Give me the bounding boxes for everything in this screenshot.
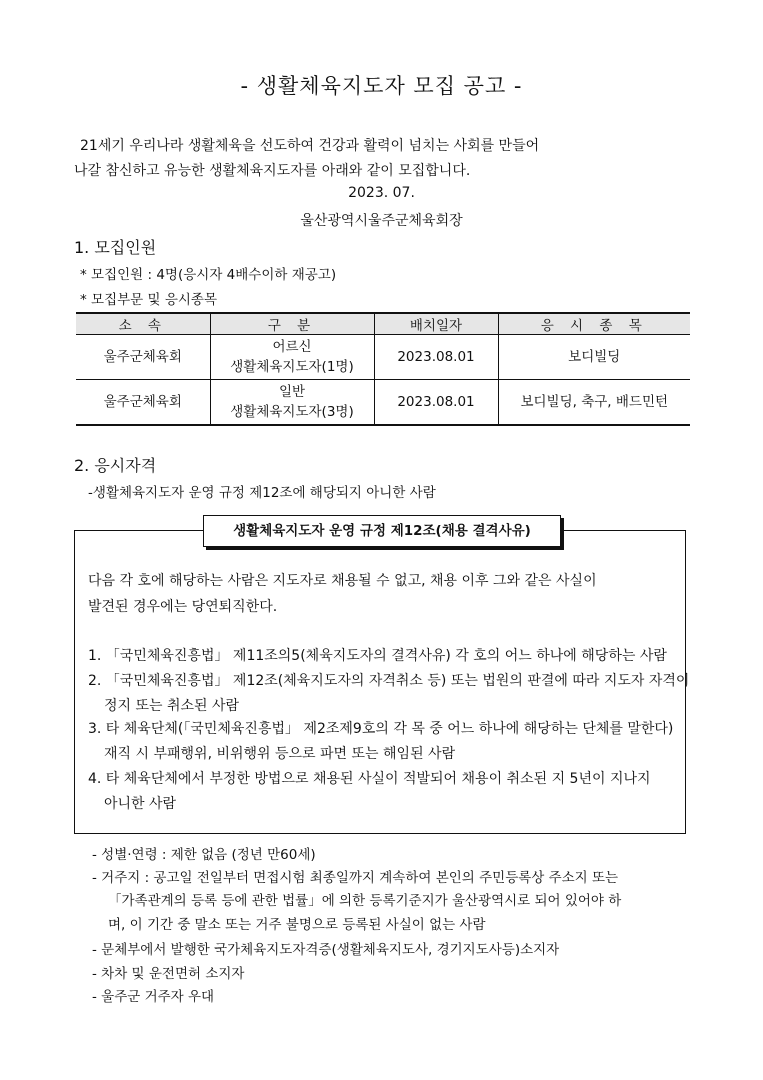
box-item-4-line-2: 아니한 사람 bbox=[104, 796, 177, 812]
category-line-2: 생활체육지도자(3명) bbox=[230, 404, 354, 420]
box-item-2-line-1: 2. 「국민체육진흥법」 제12조(체육지도자의 자격취소 등) 또는 법원의 판결에 따라 지도자 자격이 bbox=[88, 673, 690, 689]
cell-category bbox=[210, 335, 374, 380]
certificate-requirement: - 문체부에서 발행한 국가체육지도자격증(생활체육지도사, 경기지도사등)소지자 bbox=[92, 942, 560, 958]
cell-category bbox=[210, 380, 374, 426]
box-paragraph-line-1: 다음 각 호에 해당하는 사람은 지도자로 채용될 수 없고, 채용 이후 그와 같은 사실이 bbox=[88, 573, 597, 589]
intro-line-1: 21세기 우리나라 생활체육을 선도하여 건강과 활력이 넘치는 사회를 만들어 bbox=[80, 138, 540, 154]
box-item-1: 1. 「국민체육진흥법」 제11조의5(체육지도자의 결격사유) 각 호의 어느 하나에 해당하는 사람 bbox=[88, 648, 667, 664]
cell-affiliation: 울주군체육회 bbox=[76, 380, 210, 426]
recruit-count: * 모집인원 : 4명(응시자 4배수이하 재공고) bbox=[80, 267, 337, 283]
header-category: 구 분 bbox=[210, 313, 374, 335]
table-row bbox=[76, 335, 690, 380]
notice-date: 2023. 07. bbox=[348, 185, 415, 201]
category-line-1: 일반 bbox=[278, 384, 306, 400]
box-paragraph-line-2: 발견된 경우에는 당연퇴직한다. bbox=[88, 599, 278, 615]
cell-date: 2023.08.01 bbox=[374, 335, 498, 380]
cell-affiliation: 울주군체육회 bbox=[76, 335, 210, 380]
box-item-4-line-1: 4. 타 체육단체에서 부정한 방법으로 채용된 사실이 적발되어 채용이 취소된 지 5년이 지나지 bbox=[88, 771, 651, 787]
cell-sport: 보디빌딩 bbox=[498, 335, 690, 380]
box-item-2-line-2: 정지 또는 취소된 사람 bbox=[104, 698, 240, 714]
table-row bbox=[76, 380, 690, 426]
table-header-row bbox=[76, 313, 690, 335]
category-line-2: 생활체육지도자(1명) bbox=[230, 359, 354, 375]
residence-line-1: - 거주지 : 공고일 전일부터 면접시험 최종일까지 계속하여 본인의 주민등록상 주소지 또는 bbox=[92, 870, 619, 886]
header-affiliation: 소 속 bbox=[76, 313, 210, 335]
age-requirement: - 성별·연령 : 제한 없음 (정년 만60세) bbox=[92, 847, 316, 863]
recruitment-table bbox=[76, 312, 690, 426]
recruit-field-label: * 모집부문 및 응시종목 bbox=[80, 292, 217, 308]
resident-preference: - 울주군 거주자 우대 bbox=[92, 989, 215, 1005]
disqualification-box-title: 생활체육지도자 운영 규정 제12조(채용 결격사유) bbox=[203, 515, 561, 547]
category-line-1: 어르신 bbox=[272, 339, 312, 355]
page-title: - 생활체육지도자 모집 공고 - bbox=[240, 74, 523, 98]
header-date: 배치일자 bbox=[374, 313, 498, 335]
box-item-3-line-2: 재직 시 부패행위, 비위행위 등으로 파면 또는 해임된 사람 bbox=[104, 746, 456, 762]
header-sport: 응 시 종 목 bbox=[498, 313, 690, 335]
section-2-heading: 2. 응시자격 bbox=[74, 456, 157, 475]
residence-line-3: 며, 이 기간 중 말소 또는 거주 불명으로 등록된 사실이 없는 사람 bbox=[108, 917, 486, 933]
cell-sport: 보디빌딩, 축구, 배드민턴 bbox=[498, 380, 690, 426]
license-requirement: - 차차 및 운전면허 소지자 bbox=[92, 966, 245, 982]
intro-line-2: 나갈 참신하고 유능한 생활체육지도자를 아래와 같이 모집합니다. bbox=[74, 163, 471, 179]
cell-date: 2023.08.01 bbox=[374, 380, 498, 426]
qualification-summary: -생활체육지도자 운영 규정 제12조에 해당되지 아니한 사람 bbox=[88, 485, 436, 501]
residence-line-2: 「가족관계의 등록 등에 관한 법률」에 의한 등록기준지가 울산광역시로 되어 있어야 하 bbox=[108, 893, 622, 909]
organization-name: 울산광역시울주군체육회장 bbox=[300, 213, 463, 229]
section-1-heading: 1. 모집인원 bbox=[74, 238, 157, 257]
box-item-3-line-1: 3. 타 체육단체(「국민체육진흥법」 제2조제9호의 각 목 중 어느 하나에 해당하는 단체를 말한다) bbox=[88, 721, 674, 737]
